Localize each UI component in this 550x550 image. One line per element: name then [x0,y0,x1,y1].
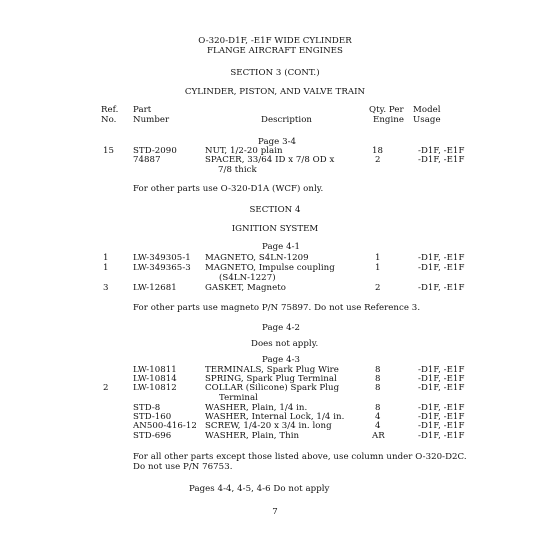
row-ref: 1 [103,263,109,273]
row-description: SPACER, 33/64 ID x 7/8 OD x [205,155,335,165]
row-description: NUT, 1/2-20 plain [205,146,283,156]
col-qty-line1: Qty. Per [369,105,404,115]
row-description: SPRING, Spark Plug Terminal [205,374,337,384]
page-4-3-note-line2: Do not use P/N 76753. [133,462,233,472]
section-3-title: SECTION 3 (CONT.) [230,68,320,78]
page-3-4-heading: Page 3-4 [258,137,297,147]
row-description-cont: Terminal [219,393,258,403]
page-4-1-heading: Page 4-1 [262,242,301,252]
row-part-number: LW-12681 [133,283,177,293]
page-4-1-note: For other parts use magneto P/N 75897. Do not use Reference 3. [133,303,421,313]
doc-title-line1: O-320-D1F, -E1F WIDE CYLINDER [198,36,352,46]
row-part-number: AN500-416-12 [133,421,197,431]
page-4-3-note-line1: For all other parts except those listed above, use column under O-320-D2C. [133,452,467,462]
row-part-number: LW-10814 [133,374,177,384]
row-description-cont: (S4LN-1227) [219,273,276,283]
row-description: WASHER, Internal Lock, 1/4 in. [205,412,345,422]
row-model-usage: -D1F, -E1F [418,431,465,441]
row-model-usage: -D1F, -E1F [418,263,465,273]
row-model-usage: -D1F, -E1F [418,403,465,413]
row-part-number: LW-349305-1 [133,253,191,263]
doc-title-line2: FLANGE AIRCRAFT ENGINES [207,46,343,56]
row-description: SCREW, 1/4-20 x 3/4 in. long [205,421,332,431]
row-part-number: LW-10811 [133,365,177,375]
col-ref-line2: No. [101,115,117,125]
row-description: WASHER, Plain, Thin [205,431,300,441]
row-description: WASHER, Plain, 1/4 in. [205,403,308,413]
section-4-title: SECTION 4 [249,205,301,215]
row-description-cont: 7/8 thick [218,165,257,175]
section-4-subtitle: IGNITION SYSTEM [231,224,319,234]
col-model-line1: Model [413,105,441,115]
row-model-usage: -D1F, -E1F [418,155,465,165]
row-model-usage: -D1F, -E1F [418,374,465,384]
col-model-line2: Usage [413,115,441,125]
row-model-usage: -D1F, -E1F [418,421,465,431]
row-qty: AR [372,431,385,441]
row-part-number: STD-160 [133,412,172,422]
col-description: Description [261,115,313,125]
row-qty: 8 [375,374,381,384]
row-qty: 4 [375,421,381,431]
row-part-number: LW-10812 [133,383,177,393]
row-part-number: STD-2090 [133,146,177,156]
row-part-number: STD-696 [133,431,172,441]
row-model-usage: -D1F, -E1F [418,253,465,263]
row-qty: 18 [372,146,384,156]
row-model-usage: -D1F, -E1F [418,283,465,293]
row-model-usage: -D1F, -E1F [418,383,465,393]
page-4-3-heading: Page 4-3 [262,355,301,365]
row-part-number: STD-8 [133,403,161,413]
footer-note: Pages 4-4, 4-5, 4-6 Do not apply [189,484,330,494]
page-number: 7 [272,507,278,517]
row-part-number: LW-349365-3 [133,263,191,273]
row-qty: 4 [375,412,381,422]
row-qty: 1 [375,263,381,273]
row-qty: 1 [375,253,381,263]
section-3-subtitle: CYLINDER, PISTON, AND VALVE TRAIN [184,87,366,97]
row-qty: 8 [375,403,381,413]
row-model-usage: -D1F, -E1F [418,146,465,156]
row-qty: 2 [375,283,381,293]
row-qty: 8 [375,365,381,375]
row-description: MAGNETO, S4LN-1209 [205,253,309,263]
row-ref: 15 [103,146,115,156]
row-model-usage: -D1F, -E1F [418,365,465,375]
col-part-line2: Number [133,115,170,125]
row-description: TERMINALS, Spark Plug Wire [205,365,339,375]
page-4-2-heading: Page 4-2 [262,323,301,333]
col-ref-line1: Ref. [101,105,119,115]
row-ref: 2 [103,383,109,393]
row-qty: 2 [375,155,381,165]
row-ref: 1 [103,253,109,263]
row-description: GASKET, Magneto [205,283,287,293]
row-ref: 3 [103,283,109,293]
row-model-usage: -D1F, -E1F [418,412,465,422]
page-4-2-note: Does not apply. [251,339,319,349]
row-part-number: 74887 [133,155,161,165]
row-description: COLLAR (Silicone) Spark Plug [205,383,340,393]
col-qty-line2: Engine [373,115,404,125]
row-description: MAGNETO, Impulse coupling [205,263,335,273]
row-qty: 8 [375,383,381,393]
page-3-4-note: For other parts use O-320-D1A (WCF) only. [133,184,324,194]
col-part-line1: Part [133,105,152,115]
